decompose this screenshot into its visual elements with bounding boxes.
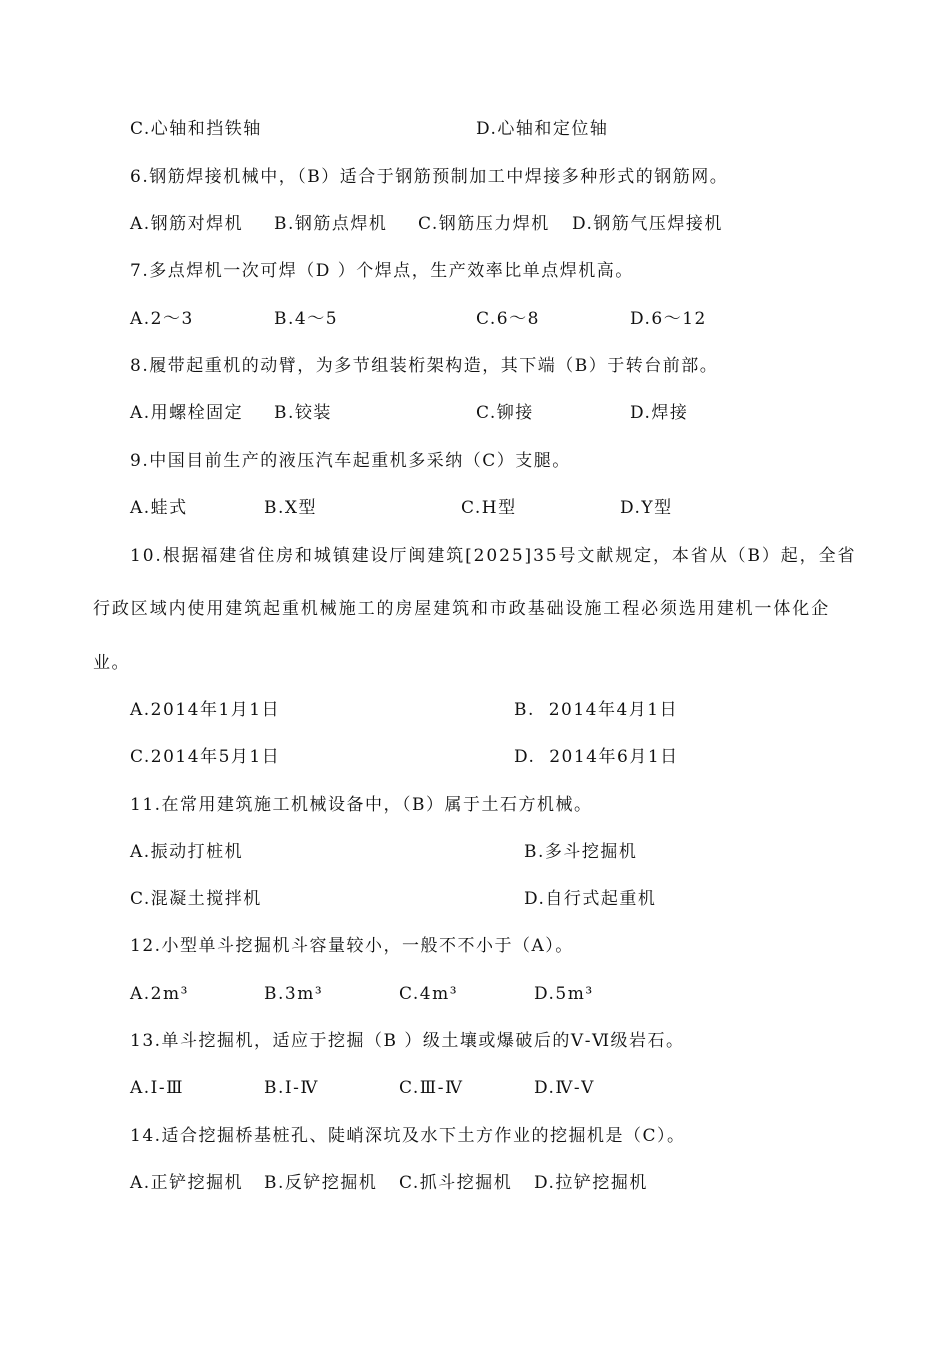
question-10-line-1: 10.根据福建省住房和城镇建设厅闽建筑[2025]35号文献规定，本省从（B）起，全省 bbox=[130, 546, 857, 566]
option-a: A.Ⅰ-Ⅲ bbox=[130, 1078, 185, 1098]
question-11: 11.在常用建筑施工机械设备中，（B）属于土石方机械。 bbox=[130, 795, 593, 815]
option-a: A.钢筋对焊机 bbox=[130, 214, 244, 234]
option-d: D.5m³ bbox=[534, 984, 594, 1004]
question-13: 13.单斗挖掘机，适应于挖掘（B ）级土壤或爆破后的Ⅴ-Ⅵ级岩石。 bbox=[130, 1031, 685, 1051]
option-c: C.4m³ bbox=[399, 984, 459, 1004]
option-c: C.Ⅲ-Ⅳ bbox=[399, 1078, 464, 1098]
option-a: A.振动打桩机 bbox=[130, 842, 244, 862]
option-c: C.混凝土搅拌机 bbox=[130, 889, 262, 909]
option-d: D.拉铲挖掘机 bbox=[534, 1173, 648, 1193]
option-d: D.焊接 bbox=[630, 403, 689, 423]
option-a: A.正铲挖掘机 bbox=[130, 1173, 244, 1193]
question-10-line-2: 行政区域内使用建筑起重机械施工的房屋建筑和市政基础设施工程必须选用建机一体化企 bbox=[93, 599, 831, 619]
option-d: D.Ⅳ-Ⅴ bbox=[534, 1078, 595, 1098]
option-b: B.多斗挖掘机 bbox=[524, 842, 638, 862]
question-7: 7.多点焊机一次可焊（D ）个焊点，生产效率比单点焊机高。 bbox=[130, 261, 634, 281]
question-8: 8.履带起重机的动臂，为多节组装桁架构造，其下端（B）于转台前部。 bbox=[130, 356, 719, 376]
option-d: D.心轴和定位轴 bbox=[476, 119, 609, 139]
question-6: 6.钢筋焊接机械中，（B）适合于钢筋预制加工中焊接多种形式的钢筋网。 bbox=[130, 167, 729, 187]
option-d: D. 2014年6月1日 bbox=[514, 747, 679, 767]
option-a: A.蛙式 bbox=[130, 498, 188, 518]
option-d: D.钢筋气压焊接机 bbox=[572, 214, 723, 234]
option-b: B. 2014年4月1日 bbox=[514, 700, 679, 720]
option-b: B.X型 bbox=[264, 498, 317, 518]
question-14: 14.适合挖掘桥基桩孔、陡峭深坑及水下土方作业的挖掘机是（C）。 bbox=[130, 1126, 686, 1146]
option-b: B.钢筋点焊机 bbox=[274, 214, 388, 234]
option-c: C.6～8 bbox=[476, 309, 540, 329]
option-a: A.2014年1月1日 bbox=[130, 700, 281, 720]
option-b: B.反铲挖掘机 bbox=[264, 1173, 378, 1193]
option-d: D.Y型 bbox=[620, 498, 673, 518]
option-b: B.4～5 bbox=[274, 309, 339, 329]
option-b: B.3m³ bbox=[264, 984, 324, 1004]
option-d: D.自行式起重机 bbox=[524, 889, 657, 909]
option-b: B.铰装 bbox=[274, 403, 332, 423]
option-c: C.抓斗挖掘机 bbox=[399, 1173, 513, 1193]
option-c: C.铆接 bbox=[476, 403, 534, 423]
question-10-line-3: 业。 bbox=[93, 653, 130, 673]
option-c: C.心轴和挡铁轴 bbox=[130, 119, 262, 139]
option-c: C.钢筋压力焊机 bbox=[418, 214, 550, 234]
option-d: D.6～12 bbox=[630, 309, 707, 329]
option-b: B.Ⅰ-Ⅳ bbox=[264, 1078, 319, 1098]
option-a: A.用螺栓固定 bbox=[130, 403, 244, 423]
option-a: A.2～3 bbox=[130, 309, 194, 329]
option-a: A.2m³ bbox=[130, 984, 189, 1004]
option-c: C.H型 bbox=[461, 498, 517, 518]
question-12: 12.小型单斗挖掘机斗容量较小，一般不不小于（A）。 bbox=[130, 936, 574, 956]
option-c: C.2014年5月1日 bbox=[130, 747, 281, 767]
question-9: 9.中国目前生产的液压汽车起重机多采纳（C）支腿。 bbox=[130, 451, 571, 471]
